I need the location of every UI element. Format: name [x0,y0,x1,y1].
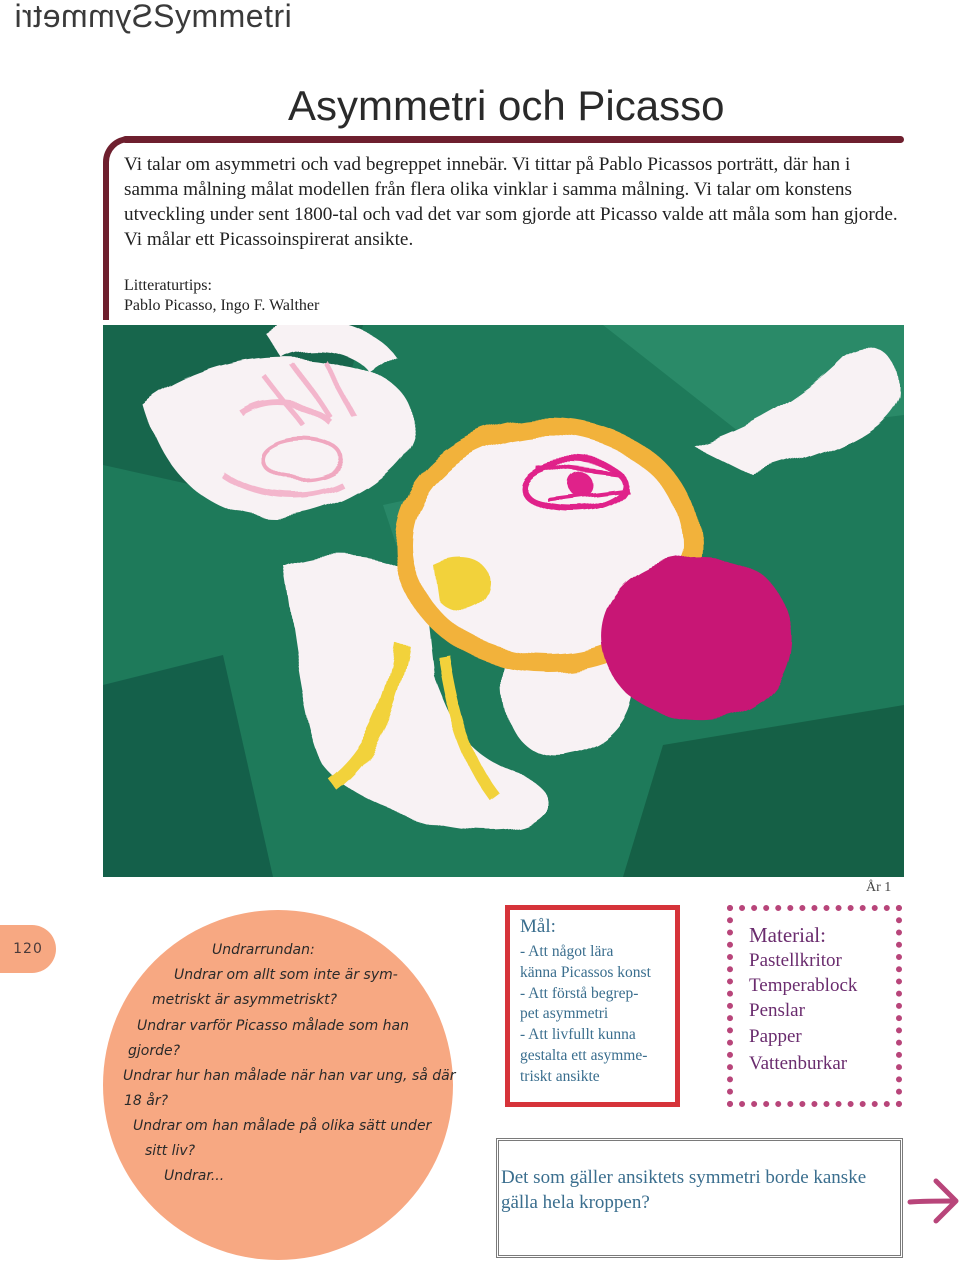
goal-line: triskt ansikte [520,1067,600,1085]
page-number: 120 [0,925,56,973]
page-title: Asymmetri och Picasso [288,82,725,129]
intro-paragraph: Vi talar om asymmetri och vad begreppet innebär. Vi tittar på Pablo Picassos porträtt, där han i samma målning målat modellen från flera olika vinklar i samma målning. Vi talar om konstens utveckling under sent 1800-tal och vad det var som gjorde att Picasso valde att måla som han gjorde. Vi målar ett Picassoinspirerat ansikte. [124,154,898,250]
painting-svg [103,325,904,877]
wonder-line: 18 år? [124,1093,169,1109]
material-item: Vattenburkar [749,1053,848,1074]
next-arrow-icon[interactable] [906,1175,960,1227]
goal-line: pet asymmetri [520,1005,609,1023]
wonder-line: gjorde? [128,1043,181,1059]
title-rule [122,136,904,143]
goal-line: gestalta ett asymme- [520,1046,648,1064]
running-header [14,0,292,35]
literature-reference: Pablo Picasso, Ingo F. Walther [124,297,320,314]
material-item: Pastellkritor [749,950,842,971]
goal-line: - Att förstå begrep- [520,984,639,1002]
wonder-line: Undrar varför Picasso målade som han [137,1018,409,1034]
wonder-line: Undrar om allt som inte är sym- [174,967,398,983]
materials-title: Material: [749,923,826,947]
material-item: Temperablock [749,975,858,996]
header-text: Symmetri [153,0,293,34]
grade-label: År 1 [866,880,892,895]
material-item: Papper [749,1026,802,1047]
wonder-line: sitt liv? [145,1143,196,1159]
wonder-line: Undrar... [164,1168,225,1184]
wonder-line: metriskt är asymmetriskt? [152,992,338,1008]
mirrored-header-text: Symmetri [14,0,154,34]
goals-box [505,905,680,1107]
materials-box [727,905,902,1107]
material-item: Penslar [749,1000,805,1021]
child-painting-image [103,325,904,877]
wonder-line: Undrar om han målade på olika sätt under [133,1118,432,1134]
goals-title: Mål: [520,916,556,937]
question-box [496,1138,903,1258]
wonder-line: Undrar hur han målade när han var ung, så där [123,1068,456,1084]
question-text: Det som gäller ansiktets symmetri borde kanske gälla hela kroppen? [501,1167,867,1213]
literature-label: Litteraturtips: [124,277,212,294]
wonder-circle [103,910,453,1260]
goal-line: - Att livfullt kunna [520,1026,636,1044]
goal-line: känna Picassos konst [520,963,651,981]
goals-list [520,942,680,1088]
wonder-heading: Undrarrundan: [212,942,315,958]
goal-line: - Att något lära [520,943,614,960]
